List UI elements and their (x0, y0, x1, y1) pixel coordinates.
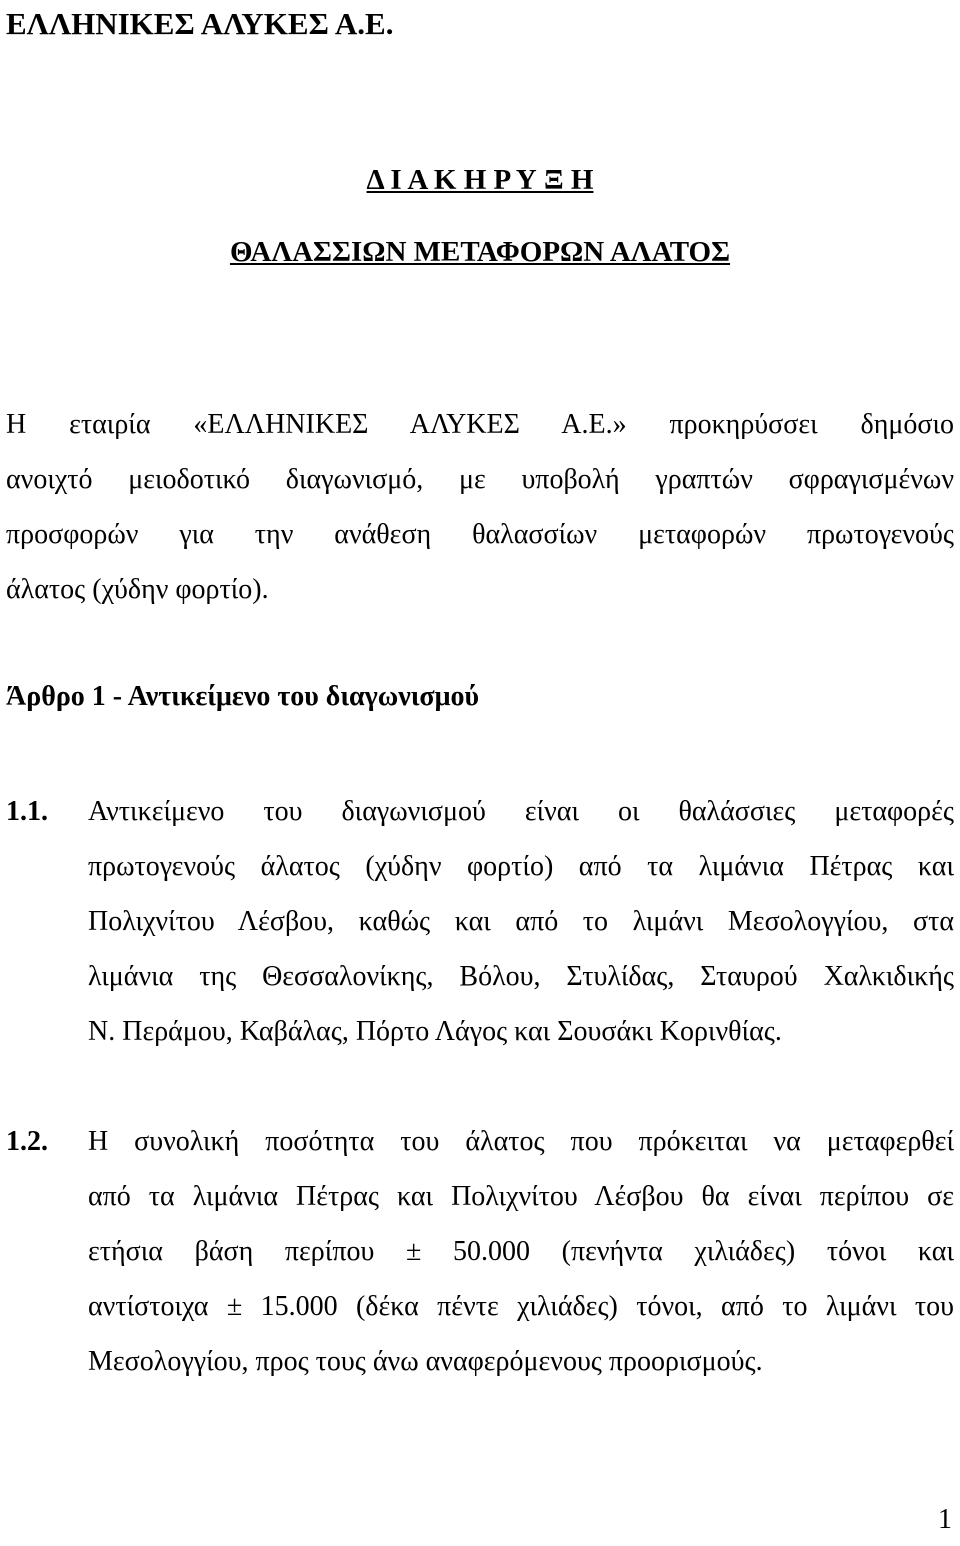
paragraph-line: από τα λιμάνια Πέτρας και Πολιχνίτου Λέσβου θα είναι περίπου σε (88, 1181, 954, 1212)
paragraph-line: Ν. Περάμου, Καβάλας, Πόρτο Λάγος και Σουσάκι Κορινθίας. (88, 1016, 782, 1047)
intro-line: προσφορών για την ανάθεση θαλασσίων μεταφορών πρωτογενούς (6, 519, 954, 550)
paragraph-number: 1.1. (6, 796, 48, 827)
paragraph-line: Η συνολική ποσότητα του άλατος που πρόκειται να μεταφερθεί (88, 1126, 954, 1157)
company-name: ΕΛΛΗΝΙΚΕΣ ΑΛΥΚΕΣ Α.Ε. (6, 6, 394, 41)
paragraph-line: αντίστοιχα ± 15.000 (δέκα πέντε χιλιάδες) τόνοι, από το λιμάνι του (88, 1291, 954, 1322)
paragraph-line: Πολιχνίτου Λέσβου, καθώς και από το λιμάνι Μεσολογγίου, στα (88, 906, 954, 937)
paragraph-line: λιμάνια της Θεσσαλονίκης, Βόλου, Στυλίδας, Σταυρού Χαλκιδικής (88, 961, 954, 992)
article-heading: Άρθρο 1 - Αντικείμενο του διαγωνισμού (6, 681, 480, 712)
document-subtitle: ΘΑΛΑΣΣΙΩΝ ΜΕΤΑΦΟΡΩΝ ΑΛΑΤΟΣ (229, 236, 731, 268)
paragraph-line: Αντικείμενο του διαγωνισμού είναι οι θαλάσσιες μεταφορές (88, 796, 954, 827)
paragraph-number: 1.2. (6, 1126, 48, 1157)
paragraph-line: Μεσολογγίου, προς τους άνω αναφερόμενους προορισμούς. (88, 1346, 763, 1377)
paragraph-line: ετήσια βάση περίπου ± 50.000 (πενήντα χιλιάδες) τόνοι και (88, 1236, 954, 1267)
paragraph-line: πρωτογενούς άλατος (χύδην φορτίο) από τα λιμάνια Πέτρας και (88, 851, 954, 882)
document-title: Δ Ι Α Κ Η Ρ Υ Ξ Η (366, 164, 594, 196)
intro-line: Η εταιρία «ΕΛΛΗΝΙΚΕΣ ΑΛΥΚΕΣ Α.Ε.» προκηρύσσει δημόσιο (6, 409, 954, 440)
page-number: 1 (938, 1504, 952, 1535)
intro-line: άλατος (χύδην φορτίο). (6, 574, 269, 605)
intro-line: ανοιχτό μειοδοτικό διαγωνισμό, με υποβολή γραπτών σφραγισμένων (6, 464, 954, 495)
